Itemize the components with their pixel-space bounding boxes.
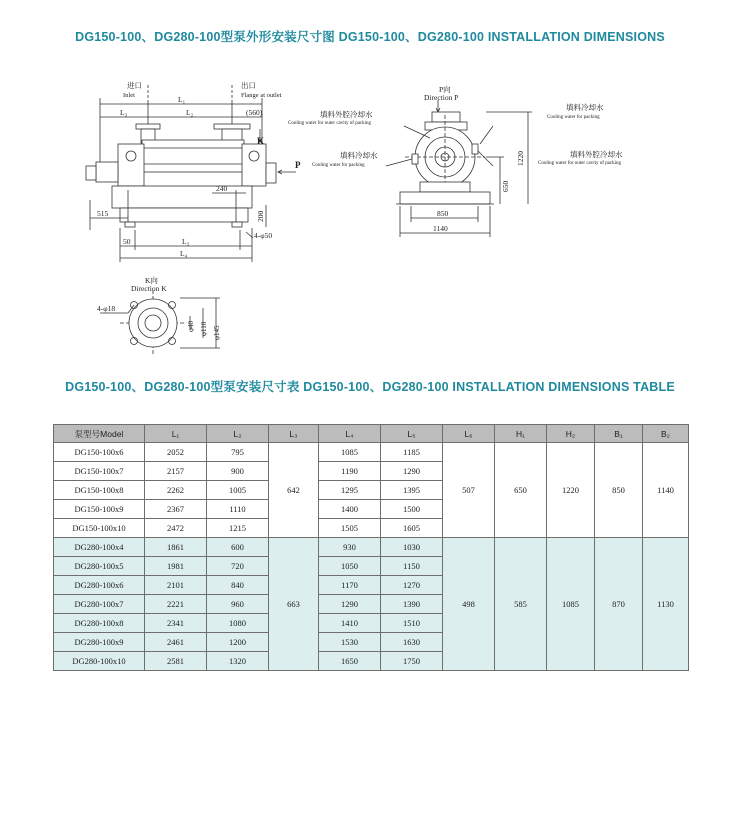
cooling-pack-label-cn-1: 填料冷却水 xyxy=(340,151,378,160)
cell-L4: 1400 xyxy=(319,500,381,519)
dim-L2: L₂ xyxy=(186,108,194,117)
cell-L6-group1: 507 xyxy=(443,443,495,538)
dim-L4: L₄ xyxy=(180,249,188,258)
cell-L6-group2: 498 xyxy=(443,538,495,671)
cell-L3-group2: 663 xyxy=(269,538,319,671)
cell-L5: 1510 xyxy=(381,614,443,633)
cell-L2: 960 xyxy=(207,595,269,614)
cell-L1: 2472 xyxy=(145,519,207,538)
cell-L2: 720 xyxy=(207,557,269,576)
cell-L4: 1295 xyxy=(319,481,381,500)
holes-4x18: 4-φ18 xyxy=(97,304,116,313)
cell-H2-group2: 1085 xyxy=(547,538,595,671)
col-header-L5: L₅ xyxy=(381,425,443,443)
cooling-outer-label-en-1: Cooling water for outer cavity of packing xyxy=(288,121,372,126)
cell-L4: 1530 xyxy=(319,633,381,652)
holes-4x50: 4-φ50 xyxy=(254,231,273,240)
table-header-row xyxy=(54,425,689,443)
cell-L5: 1750 xyxy=(381,652,443,671)
cell-model: DG150-100x9 xyxy=(54,500,145,519)
cell-L2: 1080 xyxy=(207,614,269,633)
cooling-pack-label-cn-2: 填料冷却水 xyxy=(566,103,604,112)
cell-L4: 930 xyxy=(319,538,381,557)
cell-L5: 1390 xyxy=(381,595,443,614)
outlet-label-en: Flange at outlet xyxy=(241,92,282,99)
cell-B1-group2: 870 xyxy=(595,538,643,671)
cell-L4: 1170 xyxy=(319,576,381,595)
cell-L1: 2101 xyxy=(145,576,207,595)
cell-L2: 1110 xyxy=(207,500,269,519)
cell-H2-group1: 1220 xyxy=(547,443,595,538)
direction-P-cn: P向 xyxy=(439,85,451,94)
dim-560: (560) xyxy=(246,108,263,117)
cell-H1-group1: 650 xyxy=(495,443,547,538)
inlet-label-en: Inlet xyxy=(123,92,135,99)
cell-model: DG280-100x8 xyxy=(54,614,145,633)
cell-model: DG150-100x7 xyxy=(54,462,145,481)
cell-L2: 1320 xyxy=(207,652,269,671)
cell-model: DG280-100x6 xyxy=(54,576,145,595)
cell-L4: 1085 xyxy=(319,443,381,462)
cell-model: DG280-100x9 xyxy=(54,633,145,652)
table-row xyxy=(54,538,689,557)
cell-L1: 2052 xyxy=(145,443,207,462)
cell-L1: 2262 xyxy=(145,481,207,500)
cell-L3-group1: 642 xyxy=(269,443,319,538)
dimensions-table xyxy=(53,424,689,671)
col-header-H1: H₁ xyxy=(495,425,547,443)
cooling-outer-label-en-2: Cooling water for outer cavity of packing xyxy=(538,161,622,166)
cell-L5: 1270 xyxy=(381,576,443,595)
cooling-pack-label-en-1: Cooling water for packing xyxy=(312,163,365,168)
cell-model: DG150-100x8 xyxy=(54,481,145,500)
dim-L3-bottom: L₃ xyxy=(182,237,190,246)
dim-phi110: φ110 xyxy=(200,321,208,336)
cooling-pack-label-en-2: Cooling water for packing xyxy=(547,115,600,120)
cell-H1-group2: 585 xyxy=(495,538,547,671)
cell-L1: 2367 xyxy=(145,500,207,519)
cell-L2: 600 xyxy=(207,538,269,557)
cell-model: DG280-100x10 xyxy=(54,652,145,671)
dim-515: 515 xyxy=(97,209,109,218)
dim-650: 650 xyxy=(501,180,510,192)
cell-model: DG150-100x10 xyxy=(54,519,145,538)
cell-L1: 2221 xyxy=(145,595,207,614)
dim-L1: L₁ xyxy=(178,95,186,104)
direction-K-cn: K向 xyxy=(145,276,158,285)
cell-model: DG280-100x7 xyxy=(54,595,145,614)
cell-L2: 1200 xyxy=(207,633,269,652)
col-header-L4: L₄ xyxy=(319,425,381,443)
dim-L3-top: L₃ xyxy=(120,108,128,117)
cell-L1: 1861 xyxy=(145,538,207,557)
cell-L2: 840 xyxy=(207,576,269,595)
dim-phi40: φ40 xyxy=(187,320,195,332)
cell-L5: 1290 xyxy=(381,462,443,481)
col-header-H2: H₂ xyxy=(547,425,595,443)
cell-L5: 1030 xyxy=(381,538,443,557)
outlet-label-cn: 出口 xyxy=(241,81,256,90)
cooling-outer-label-cn-2: 填料外腔冷却水 xyxy=(570,150,623,159)
col-header-L1: L₁ xyxy=(145,425,207,443)
inlet-label-cn: 进口 xyxy=(127,81,142,90)
col-header-L6: L₆ xyxy=(443,425,495,443)
cell-L2: 900 xyxy=(207,462,269,481)
arrow-K-label: K xyxy=(257,136,265,146)
cell-model: DG280-100x5 xyxy=(54,557,145,576)
cell-L1: 2461 xyxy=(145,633,207,652)
dim-1140: 1140 xyxy=(433,224,448,233)
cell-L4: 1050 xyxy=(319,557,381,576)
cell-L5: 1630 xyxy=(381,633,443,652)
cell-L1: 2341 xyxy=(145,614,207,633)
installation-drawing xyxy=(0,0,740,370)
cell-model: DG150-100x6 xyxy=(54,443,145,462)
cell-L1: 2581 xyxy=(145,652,207,671)
cell-L4: 1290 xyxy=(319,595,381,614)
arrow-P-label: P xyxy=(295,160,301,170)
cell-L5: 1150 xyxy=(381,557,443,576)
col-header-L3: L₃ xyxy=(269,425,319,443)
cooling-outer-label-cn-1: 填料外腔冷却水 xyxy=(320,110,373,119)
drawing-title: DG150-100、DG280-100型泵外形安装尺寸图 DG150-100、DG280-100 INSTALLATION DIMENSIONS xyxy=(75,30,665,44)
cell-B2-group1: 1140 xyxy=(643,443,689,538)
cell-L2: 1005 xyxy=(207,481,269,500)
dim-850: 850 xyxy=(437,209,449,218)
cell-L4: 1410 xyxy=(319,614,381,633)
col-header-B1: B₁ xyxy=(595,425,643,443)
col-header-model: 泵型号Model xyxy=(54,425,145,443)
cell-L5: 1500 xyxy=(381,500,443,519)
cell-L2: 795 xyxy=(207,443,269,462)
table-title: DG150-100、DG280-100型泵安装尺寸表 DG150-100、DG280-100 INSTALLATION DIMENSIONS TABLE xyxy=(65,380,675,394)
direction-P-en: Direction P xyxy=(424,93,459,102)
table-row xyxy=(54,443,689,462)
cell-L5: 1395 xyxy=(381,481,443,500)
dim-240: 240 xyxy=(216,184,228,193)
cell-L1: 1981 xyxy=(145,557,207,576)
dim-50: 50 xyxy=(123,237,131,246)
cell-B1-group1: 850 xyxy=(595,443,643,538)
cell-L5: 1185 xyxy=(381,443,443,462)
dim-1220: 1220 xyxy=(516,151,525,166)
cell-L4: 1505 xyxy=(319,519,381,538)
cell-B2-group2: 1130 xyxy=(643,538,689,671)
col-header-B2: B₂ xyxy=(643,425,689,443)
cell-L4: 1190 xyxy=(319,462,381,481)
dim-phi145: φ145 xyxy=(213,325,221,340)
dim-200: 200 xyxy=(256,210,265,222)
col-header-L2: L₂ xyxy=(207,425,269,443)
cell-L1: 2157 xyxy=(145,462,207,481)
cell-L2: 1215 xyxy=(207,519,269,538)
direction-K-en: Direction K xyxy=(131,284,167,293)
cell-model: DG280-100x4 xyxy=(54,538,145,557)
cell-L4: 1650 xyxy=(319,652,381,671)
cell-L5: 1605 xyxy=(381,519,443,538)
